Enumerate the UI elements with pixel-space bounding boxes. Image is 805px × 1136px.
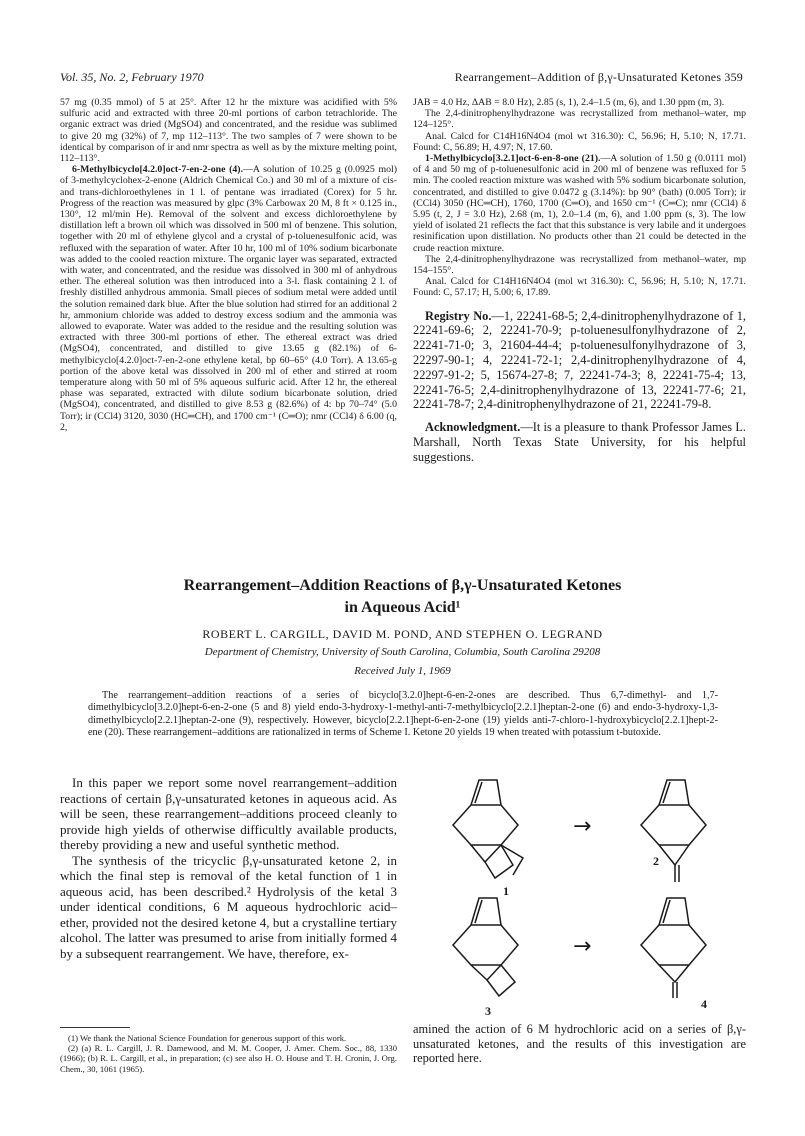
compound-label: 2 xyxy=(653,854,659,868)
introduction-continuation: amined the action of 6 M hydrochloric acid on a series of β,γ-unsaturated ketones, and the results of this investigation are reported here. xyxy=(413,1022,746,1066)
paragraph: The 2,4-dinitrophenylhydrazone was recrystallized from methanol–water, mp 154–155°. xyxy=(413,253,746,277)
left-column-experimental xyxy=(60,97,397,433)
running-header-left: Vol. 35, No. 2, February 1970 xyxy=(60,70,204,84)
compound-label: 4 xyxy=(701,997,707,1011)
acknowledgment-heading: Acknowledgment. xyxy=(425,420,521,435)
acknowledgment-text: —It is a pleasure to thank Professor James L. Marshall, North Texas State University, for his helpful suggestions. xyxy=(413,420,746,464)
paragraph xyxy=(60,164,397,433)
section-heading: 1-Methylbicyclo[3.2.1]oct-6-en-8-one (21). xyxy=(425,153,601,165)
abstract: The rearrangement–addition reactions of a series of bicyclo[3.2.0]hept-6-en-2-ones are described. Thus 6,7-dimethyl- and 1,7-dimethylbicyclo[3.2.0]hept-6-en-2-one (5 and 8) yield endo-3-hydroxy-1-methyl-anti-7-methylbicyclo[2.2.1]heptan-2-one (6) and endo-3-hydroxy-1,3-dimethylbicyclo[2.2.1]heptan-2-one (9), respectively. However, bicyclo[2.2.1]hept-6-en-2-one (19) yields anti-7-chloro-1-hydroxybicyclo[2.2.1]hept-2-ene (20). These rearrangement–additions are rationalized in terms of Scheme I. Ketone 20 yields 19 when treated with potassium t-butoxide. xyxy=(88,690,718,739)
structure-1 xyxy=(453,780,523,878)
registry-heading: Registry No. xyxy=(425,308,492,323)
scheme-arrow: → xyxy=(573,934,592,959)
structure-4 xyxy=(641,898,706,998)
analysis: Anal. Calcd for C14H16N4O4 (mol wt 316.30): C, 56.96; H, 5.10; N, 17.71. Found: C, 57.17; H, 5.00; 6, 17.89. xyxy=(413,276,746,299)
introduction xyxy=(60,775,397,961)
compound-label: 3 xyxy=(485,1004,491,1018)
paragraph: 57 mg (0.35 mmol) of 5 at 25°. After 12 hr the mixture was acidified with 5% sulfuric acid and extracted with three 20-ml portions of carbon tetrachloride. The organic extract was dried (MgSO4) and concentrated, and the residue was sublimed to give 20 mg (32%) of 7, mp 112–113°. The two samples of 7 were shown to be identical by comparison of ir and nmr spectra as well as by the mixture melting point, 112–113°. xyxy=(60,97,397,165)
received-date: Received July 1, 1969 xyxy=(354,665,451,677)
paragraph: JAB = 4.0 Hz, ΔAB = 8.0 Hz), 2.85 (s, 1), 2.4–1.5 (m, 6), and 1.30 ppm (m, 3). xyxy=(413,97,725,108)
paragraph-text: —A solution of 10.25 g (0.0925 mol) of 3-methylcyclohex-2-enone (Aldrich Chemical Co.) and 30 ml of a mixture of cis- and trans-dichloroethylenes in 1 l. of pentane was irradiated (Corex) for 5 hr. Progress of the reaction was measured by glpc (3% Carbowax 20 M, 8 ft × 0.125 in., 130°, 12 ml/min He). Removal of the solvent and excess dichloroethylene by distillation left a brown oil which was dissolved in 500 ml of benzene. This solution, together with 20 ml of ethylene glycol and a crystal of p-toluenesulfonic acid, was refluxed with the separation of water. After 10 hr, 100 ml of 10% sodium bicarbonate was added to the cooled reaction mixture. The organic layer was separated, extracted with water, and concentrated, and the residue was dissolved in 300 ml of anhydrous ether. The ethereal solution was then introduced into a 3-l. flask containing 2 l. of freshly distilled anhydrous ammonia. Small pieces of sodium metal were added until the solution remained dark blue. After the blue solution had stirred for an additional 2 hr, ammonium chloride was added to destroy excess sodium and the ammonia was allowed to evaporate. Water was added to the residue and the resulting solution was extracted with three 300-ml portions of ether. The ethereal extract was dried (MgSO4), concentrated, and distilled to give 13.65 g (82.1%) of 6-methylbicyclo[4.2.0]oct-7-en-2-one ethylene ketal, bp 60–65° (4.0 Torr). A 13.65-g portion of the above ketal was dissolved in 200 ml of ether and stirred at room temperature along with 50 ml of 5% aqueous sulfuric acid. After 12 hr, the ethereal phase was separated, extracted with dilute sodium bicarbonate solution, dried (MgSO4), concentrated, and distilled to give 8.53 g (82.6%) of 4: bp 70–74° (5.0 Torr); ir (CCl4) 3120, 3030 (HC═CH), and 1700 cm⁻¹ (C═O); nmr (CCl4) δ 6.00 (q, 2, xyxy=(60,164,397,433)
paragraph: The 2,4-dinitrophenylhydrazone was recrystallized from methanol–water, mp 124–125°. xyxy=(413,108,746,131)
scheme-arrow: → xyxy=(573,814,592,839)
title-line: in Aqueous Acid¹ xyxy=(344,599,461,616)
section-heading: 6-Methylbicyclo[4.2.0]oct-7-en-2-one (4). xyxy=(72,164,244,176)
authors: ROBERT L. CARGILL, DAVID M. POND, AND STEPHEN O. LEGRAND xyxy=(202,627,603,641)
reaction-scheme xyxy=(413,770,746,1020)
paragraph: The synthesis of the tricyclic β,γ-unsaturated ketone 2, in which the final step is removal of the ketal function of 1 in aqueous acid, has been described.² Hydrolysis of the ketal 3 under identical conditions, 6 M aqueous hydrochloric acid–ether, provided not the desired ketone 4, but a crystalline tertiary alcohol. The latter was presumed to arise from initially formed 4 by a subsequent rearrangement. We have, therefore, ex- xyxy=(60,852,397,961)
article-title xyxy=(100,575,705,619)
footnote: (1) We thank the National Science Foundation for generous support of this work. xyxy=(68,1033,347,1043)
registry-numbers xyxy=(413,309,746,413)
structure-3 xyxy=(453,898,518,996)
footnote-rule xyxy=(60,1027,130,1028)
analysis: Anal. Calcd for C14H16N4O4 (mol wt 316.30): C, 56.96; H, 5.10; N, 17.71. Found: C, 56.89; H, 4.97; N, 17.60. xyxy=(413,130,746,153)
paragraph: In this paper we report some novel rearrangement–addition reactions of certain β,γ-unsaturated ketones in aqueous acid. As will be seen, these rearrangement–additions proceed cleanly to provide high yields of otherwise difficultly available products, thereby providing a new and useful synthetic method. xyxy=(60,775,397,852)
running-header-right: Rearrangement–Addition of β,γ-Unsaturated Ketones 359 xyxy=(454,70,743,84)
affiliation: Department of Chemistry, University of South Carolina, Columbia, South Carolina 29208 xyxy=(204,646,601,658)
title-line: Rearrangement–Addition Reactions of β,γ-Unsaturated Ketones xyxy=(183,577,622,594)
paragraph xyxy=(413,153,746,254)
right-column-experimental xyxy=(413,97,746,465)
footnote: (2) (a) R. L. Cargill, J. R. Damewood, and M. M. Cooper, J. Amer. Chem. Soc., 88, 1330 (1966); (b) R. L. Cargill, et al., in preparation; (c) see also H. O. House and T. H. Cronin, J. Org. Chem., 30, 1061 (1965). xyxy=(60,1043,397,1074)
registry-text: —1, 22241-68-5; 2,4-dinitrophenylhydrazone of 1, 22241-69-6; 2, 22241-70-9; p-toluenesulfonylhydrazone of 2, 22241-71-0; 3, 21604-44-4; p-toluenesulfonylhydrazone of 3, 22297-90-1; 4, 22241-72-1; 2,4-dinitrophenylhydrazone of 4, 22297-91-2; 5, 15674-27-8; 7, 22241-74-3; 8, 22241-75-4; 13, 22241-76-5; 2,4-dinitrophenylhydrazone of 13, 22241-77-6; 21, 22241-78-7; 2,4-dinitrophenylhydrazone of 21, 22241-79-8. xyxy=(413,308,746,412)
compound-label: 1 xyxy=(503,884,509,898)
structure-2 xyxy=(641,780,706,882)
paragraph-text: —A solution of 1.50 g (0.0111 mol) of 4 and 50 mg of p-toluenesulfonic acid in 200 ml of benzene was refluxed for 5 min. The cooled reaction mixture was washed with 5% sodium bicarbonate solution, concentrated, and distilled to give 0.0472 g (3.14%): bp 90° (bath) (0.005 Torr); ir (CCl4) 3050 (HC═CH), 1760, 1700 (C═O), and 1650 cm⁻¹ (C═C); nmr (CCl4) δ 5.95 (t, 2, J = 3.0 Hz), 2.68 (m, 1), 2.0–1.4 (m, 6), and 1.00 ppm (s, 3). The low yield of isolated 21 reflects the fact that this substance is very labile and it undergoes resinification upon distillation. No products other than 21 could be detected in the crude reaction mixture. xyxy=(413,153,746,254)
footnotes xyxy=(60,1033,397,1074)
acknowledgment xyxy=(413,420,746,464)
